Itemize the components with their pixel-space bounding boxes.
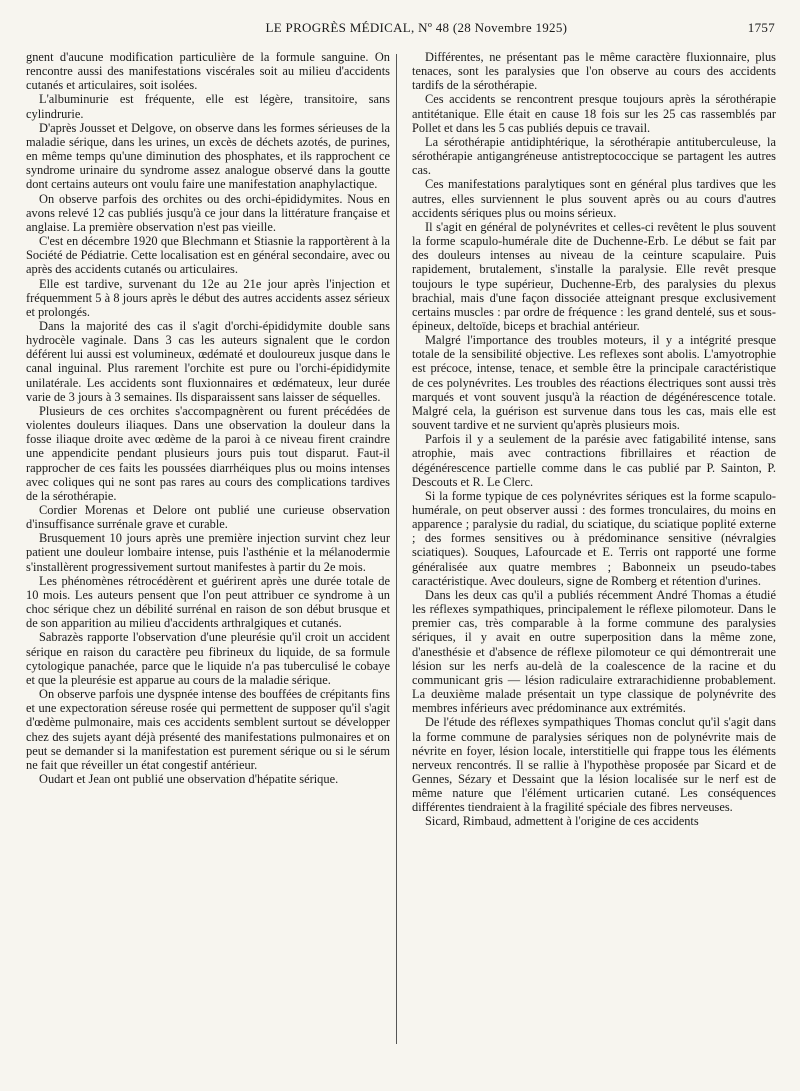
paragraph: Différentes, ne présentant pas le même caractère fluxionnaire, plus tenaces, sont les paralysies que l'on observe au cours des accidents tardifs de la sérothérapie.	[412, 50, 776, 93]
paragraph: Ces manifestations paralytiques sont en général plus tardives que les autres, elles surviennent le plus souvent après ou au cours d'autres accidents sériques plus ou moins sérieux.	[412, 177, 776, 220]
paragraph: Les phénomènes rétrocédèrent et guérirent après une durée totale de 10 mois. Les auteurs pensent que l'on peut attribuer ce syndrome à un choc sérique chez un débilité surrénal en raison de son début brusque et de son apparition au milieu d'accidents arthralgiques et cutanés.	[26, 573, 390, 631]
paragraph: La sérothérapie antidiphtérique, la sérothérapie antituberculeuse, la sérothérapie antigangréneuse antistreptococcique se partagent les autres cas.	[412, 134, 776, 178]
paragraph: De l'étude des réflexes sympathiques Thomas conclut qu'il s'agit dans la forme commune de paralysies sériques non de polynévrite mais de névrite en foyer, lésion locale, interstitielle qui frappe tous les éléments nerveux rencontrés. Il se rallie à l'hypothèse proposée par Sicard et de Gennes, Sézary et Dessaint que la lésion localisée sur le nerf est de même nature que l'élément urticarien cutané. Les conséquences différentes tiendraient à la fragilité spéciale des fibres nerveuses.	[412, 715, 776, 815]
paragraph: L'albuminurie est fréquente, elle est légère, transitoire, sans cylindrurie.	[26, 92, 390, 121]
right-column	[412, 50, 776, 1080]
paragraph: Parfois il y a seulement de la parésie avec fatigabilité intense, sans atrophie, mais avec contractions fibrillaires et réaction de dégénérescence partielle comme dans le cas publié par P. Sainton, P. Descouts et R. Le Clerc.	[412, 432, 776, 489]
paragraph: Sabrazès rapporte l'observation d'une pleurésie qu'il croit un accident sérique en raison du caractère peu fibrineux du liquide, de sa formule cytologique panachée, parce que le liquide n'a pas tuberculisé le cobaye et que la pleurésie est apparue au cours de la maladie sérique.	[26, 630, 390, 687]
paragraph: C'est en décembre 1920 que Blechmann et Stiasnie la rapportèrent à la Société de Pédiatrie. Cette localisation est en général secondaire, avec ou après des accidents cutanés ou articulaires.	[26, 234, 390, 277]
paragraph: Il s'agit en général de polynévrites et celles-ci revêtent le plus souvent la forme scapulo-humérale dite de Duchenne-Erb. Le début se fait par des douleurs intenses au niveau de la ceinture scapulaire. Puis rapidement, brutalement, s'installe la paralysie. Elle revêt presque toujours le type supérieur, Duchenne-Erb, des paralysies du plexus brachial, mais d'une façon dissociée atteignant presque exclusivement certains muscles : par ordre de fréquence : les grand dentelé, sus et sous-épineux, deltoïde, biceps et brachial antérieur.	[412, 219, 776, 333]
paragraph: D'après Jousset et Delgove, on observe dans les formes sérieuses de la maladie sérique, dans les urines, un excès de déchets azotés, de purines, en même temps qu'une diminution des phosphates, et ils rapprochent ce syndrome urinaire du syndrome assez analogue observé dans la goutte dont certains auteurs ont voulu faire une manifestation anaphylactique.	[26, 120, 390, 192]
paragraph: Cordier Morenas et Delore ont publié une curieuse observation d'insuffisance surrénale grave et curable.	[26, 503, 390, 532]
left-column	[26, 50, 390, 1080]
paragraph: Oudart et Jean ont publié une observation d'hépatite sérique.	[39, 771, 339, 786]
paragraph: Brusquement 10 jours après une première injection survint chez leur patient une douleur lombaire intense, puis l'asthénie et la mélanodermie s'installèrent progressivement surtout manifestes à partir du 2e mois.	[26, 531, 390, 574]
page-header	[25, 20, 775, 42]
page-number: 1757	[747, 20, 775, 35]
paragraph: On observe parfois une dyspnée intense des bouffées de crépitants fins et une expectoration séreuse rosée qui permettent de supposer qu'il s'agit d'œdème pulmonaire, mais ces accidents semblent surtout se développer chez des sujets ayant déjà présenté des manifestations pulmonaires et on peut se demander si la manifestation est purement sérique ou si le sérum ne fait que réveiller un état congestif antérieur.	[26, 687, 390, 772]
paragraph: Dans la majorité des cas il s'agit d'orchi-épididymite double sans hydrocèle vaginale. Dans 3 cas les auteurs signalent que le cordon déférent lui aussi est volumineux, œdématé et douloureux jusque dans le canal inguinal. Plus rarement l'orchite est pure ou l'orchi-épididymite unilatérale. Les accidents sont fluxionnaires et œdémateux, leur durée varie de 3 jours à 3 semaines. Ils disparaissent sans laisser de séquelles.	[26, 318, 390, 404]
paragraph: Dans les deux cas qu'il a publiés récemment André Thomas a étudié les réflexes sympathiques, principalement le réflexe pilomoteur. Dans le premier cas, très comparable à la forme commune des paralysies sériques, il y avait en outre superposition dans la même zone, d'anesthésie et d'absence de réflexe pilomoteur ce qui démontrerait une lésion sur les nerfs au-delà de la coalescence de la racine et du communicant gris — lésion radiculaire extrarachidienne probablement. La deuxième malade présentait un type classique de polynévrite des membres inférieurs avec prédominance aux extrémités.	[412, 587, 776, 716]
paragraph: gnent d'aucune modification particulière de la formule sanguine. On rencontre aussi des manifestations viscérales soit au milieu d'accidents cutanés et articulaires, soit isolées.	[26, 50, 390, 93]
paragraph: Sicard, Rimbaud, admettent à l'origine de ces accidents	[425, 814, 699, 829]
paragraph: Plusieurs de ces orchites s'accompagnèrent ou furent précédées de violentes douleurs iliaques. Dans une observation la douleur dans la fosse iliaque droite avec œdème de la paroi à ce niveau firent craindre une appendicite pendant plusieurs jours puis tout disparut. Faut-il rapprocher de ces faits les poussées diarrhéiques plus ou moins intenses avec coliques qui ne sont pas rares au cours des complications tardives de la sérothérapie.	[26, 403, 390, 503]
column-divider	[396, 54, 397, 1044]
paragraph: Ces accidents se rencontrent presque toujours après la sérothérapie antitétanique. Elle était en cause 18 fois sur les 25 cas rassemblés par Pollet et dans les 5 cas publiés depuis ce travail.	[412, 92, 776, 135]
journal-title: LE PROGRÈS MÉDICAL, Nº 48 (28 Novembre 1925)	[265, 20, 568, 35]
paragraph: On observe parfois des orchites ou des orchi-épididymites. Nous en avons relevé 12 cas publiés jusqu'à ce jour dans la littérature française et anglaise. La première observation n'est pas vieille.	[26, 191, 390, 234]
paragraph: Si la forme typique de ces polynévrites sériques est la forme scapulo-humérale, on peut observer aussi : des formes tronculaires, du moins en apparence ; paralysie du radial, du sciatique, du sciatique poplité externe ; des formes sensitives ou à prédominance sensitive (névralgies sciatiques). Souques, Lafourcade et E. Terris ont rapporté une forme généralisée aux quatre membres ; Babonneix un pseudo-tabes caractéristique. Avec douleurs, signe de Romberg et rétention d'urines.	[412, 488, 776, 588]
paragraph: Elle est tardive, survenant du 12e au 21e jour après l'injection et fréquemment 5 à 8 jours après le début des autres accidents assez sérieux et prolongés.	[26, 276, 390, 319]
paragraph: Malgré l'importance des troubles moteurs, il y a intégrité presque totale de la sensibilité objective. Les reflexes sont abolis. L'amyotrophie est précoce, intense, tenace, et semble être la principale caractéristique de ces polynévrites. Les troubles des réactions électriques sont aussi très marqués et vont souvent jusqu'à la réaction de dégénérescence totale. Malgré cela, la guérison est survenue dans tous les cas, mais elle est souvent tardive et ne survient qu'après plusieurs mois.	[412, 333, 776, 433]
